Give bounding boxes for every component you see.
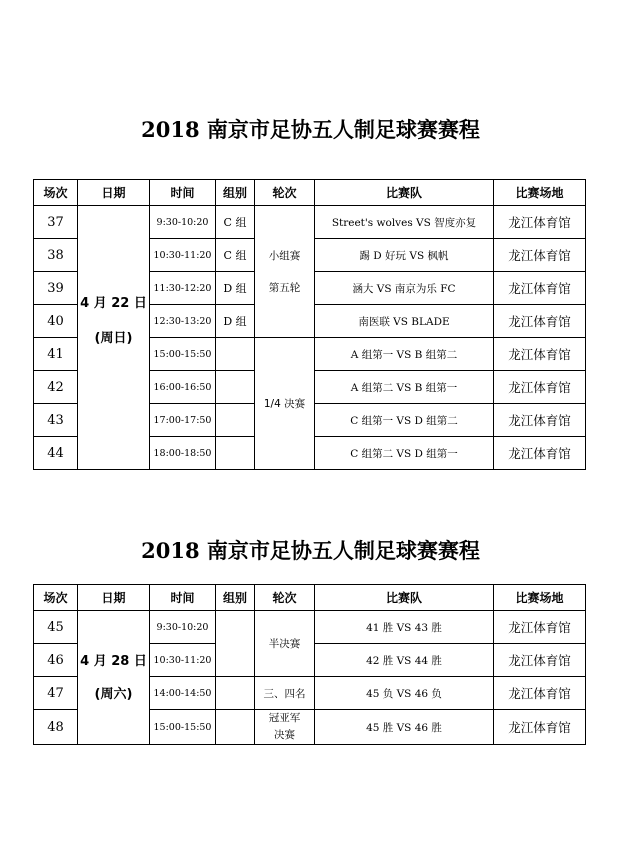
table-row (34, 206, 586, 239)
match-venue: 龙江体育馆 (494, 644, 586, 677)
date-day: 4 月 22 日 (80, 295, 147, 311)
match-teams: 45 胜 VS 46 胜 (315, 710, 494, 745)
match-teams: 45 负 VS 46 负 (315, 677, 494, 710)
match-venue: 龙江体育馆 (494, 371, 586, 404)
match-venue: 龙江体育馆 (494, 272, 586, 305)
match-no: 37 (34, 206, 78, 239)
date-day: 4 月 28 日 (80, 653, 147, 669)
header-row (34, 180, 586, 206)
match-venue: 龙江体育馆 (494, 437, 586, 470)
round-line: 1/4 决赛 (263, 398, 306, 410)
match-no: 42 (34, 371, 78, 404)
match-group-empty (216, 338, 255, 371)
date-weekday: (周六) (94, 686, 133, 702)
match-time: 9:30-10:20 (150, 206, 216, 239)
header-round: 轮次 (255, 585, 315, 611)
round-line: 半决赛 (268, 638, 301, 650)
match-time: 9:30-10:20 (150, 611, 216, 644)
header-match-no: 场次 (34, 180, 78, 206)
header-group: 组别 (216, 180, 255, 206)
date-block (78, 645, 149, 711)
match-time: 12:30-13:20 (150, 305, 216, 338)
match-time: 18:00-18:50 (150, 437, 216, 470)
header-row (34, 585, 586, 611)
match-round (255, 611, 315, 677)
header-venue: 比赛场地 (494, 180, 586, 206)
match-teams: C 组第一 VS D 组第二 (315, 404, 494, 437)
match-round (255, 677, 315, 710)
match-no: 39 (34, 272, 78, 305)
match-no: 47 (34, 677, 78, 710)
match-no: 38 (34, 239, 78, 272)
match-time: 10:30-11:20 (150, 644, 216, 677)
header-teams: 比赛队 (315, 180, 494, 206)
match-venue: 龙江体育馆 (494, 305, 586, 338)
match-venue: 龙江体育馆 (494, 611, 586, 644)
match-time: 10:30-11:20 (150, 239, 216, 272)
date-block (78, 286, 149, 390)
match-venue: 龙江体育馆 (494, 677, 586, 710)
header-group: 组别 (216, 585, 255, 611)
header-date: 日期 (78, 180, 150, 206)
match-no: 45 (34, 611, 78, 644)
match-group: D 组 (216, 305, 255, 338)
match-venue: 龙江体育馆 (494, 404, 586, 437)
round-line: 冠亚军 (268, 712, 301, 724)
match-no: 46 (34, 644, 78, 677)
match-teams: 南医联 VS BLADE (315, 305, 494, 338)
match-round (255, 710, 315, 745)
match-date (78, 611, 150, 745)
match-group: C 组 (216, 239, 255, 272)
match-group: C 组 (216, 206, 255, 239)
match-group-empty (216, 710, 255, 745)
match-venue: 龙江体育馆 (494, 206, 586, 239)
match-no: 43 (34, 404, 78, 437)
match-no: 41 (34, 338, 78, 371)
round-line: 第五轮 (268, 281, 301, 294)
match-time: 15:00-15:50 (150, 338, 216, 371)
match-time: 11:30-12:20 (150, 272, 216, 305)
match-group-empty (216, 404, 255, 437)
round-line: 决赛 (274, 729, 295, 741)
header-teams: 比赛队 (315, 585, 494, 611)
match-time: 16:00-16:50 (150, 371, 216, 404)
match-teams: C 组第二 VS D 组第一 (315, 437, 494, 470)
schedule-title-2: 2018 南京市足协五人制足球赛赛程 (141, 538, 480, 563)
schedule-title-1: 2018 南京市足协五人制足球赛赛程 (141, 117, 480, 142)
match-teams: 踢 D 好玩 VS 枫帆 (315, 239, 494, 272)
round-block (255, 240, 314, 304)
match-teams: A 组第二 VS B 组第一 (315, 371, 494, 404)
match-round (255, 206, 315, 338)
match-time: 14:00-14:50 (150, 677, 216, 710)
match-teams: Street's wolves VS 智度亦复 (315, 206, 494, 239)
match-round (255, 338, 315, 470)
match-venue: 龙江体育馆 (494, 710, 586, 745)
match-venue: 龙江体育馆 (494, 338, 586, 371)
date-weekday: (周日) (94, 330, 133, 346)
schedule-table-1 (33, 179, 586, 470)
match-group-empty (216, 611, 255, 677)
header-round: 轮次 (255, 180, 315, 206)
match-group-empty (216, 437, 255, 470)
schedule-table-2 (33, 584, 586, 745)
header-date: 日期 (78, 585, 150, 611)
header-time: 时间 (150, 585, 216, 611)
table-row (34, 611, 586, 644)
match-teams: A 组第一 VS B 组第二 (315, 338, 494, 371)
match-teams: 41 胜 VS 43 胜 (315, 611, 494, 644)
round-block (255, 710, 314, 744)
match-group: D 组 (216, 272, 255, 305)
header-time: 时间 (150, 180, 216, 206)
match-time: 17:00-17:50 (150, 404, 216, 437)
match-no: 40 (34, 305, 78, 338)
match-no: 48 (34, 710, 78, 745)
match-no: 44 (34, 437, 78, 470)
match-teams: 涵大 VS 南京为乐 FC (315, 272, 494, 305)
match-date (78, 206, 150, 470)
match-time: 15:00-15:50 (150, 710, 216, 745)
header-match-no: 场次 (34, 585, 78, 611)
match-venue: 龙江体育馆 (494, 239, 586, 272)
match-teams: 42 胜 VS 44 胜 (315, 644, 494, 677)
header-venue: 比赛场地 (494, 585, 586, 611)
round-line: 三、四名 (263, 687, 306, 700)
round-line: 小组赛 (268, 249, 301, 262)
match-group-empty (216, 677, 255, 710)
match-group-empty (216, 371, 255, 404)
